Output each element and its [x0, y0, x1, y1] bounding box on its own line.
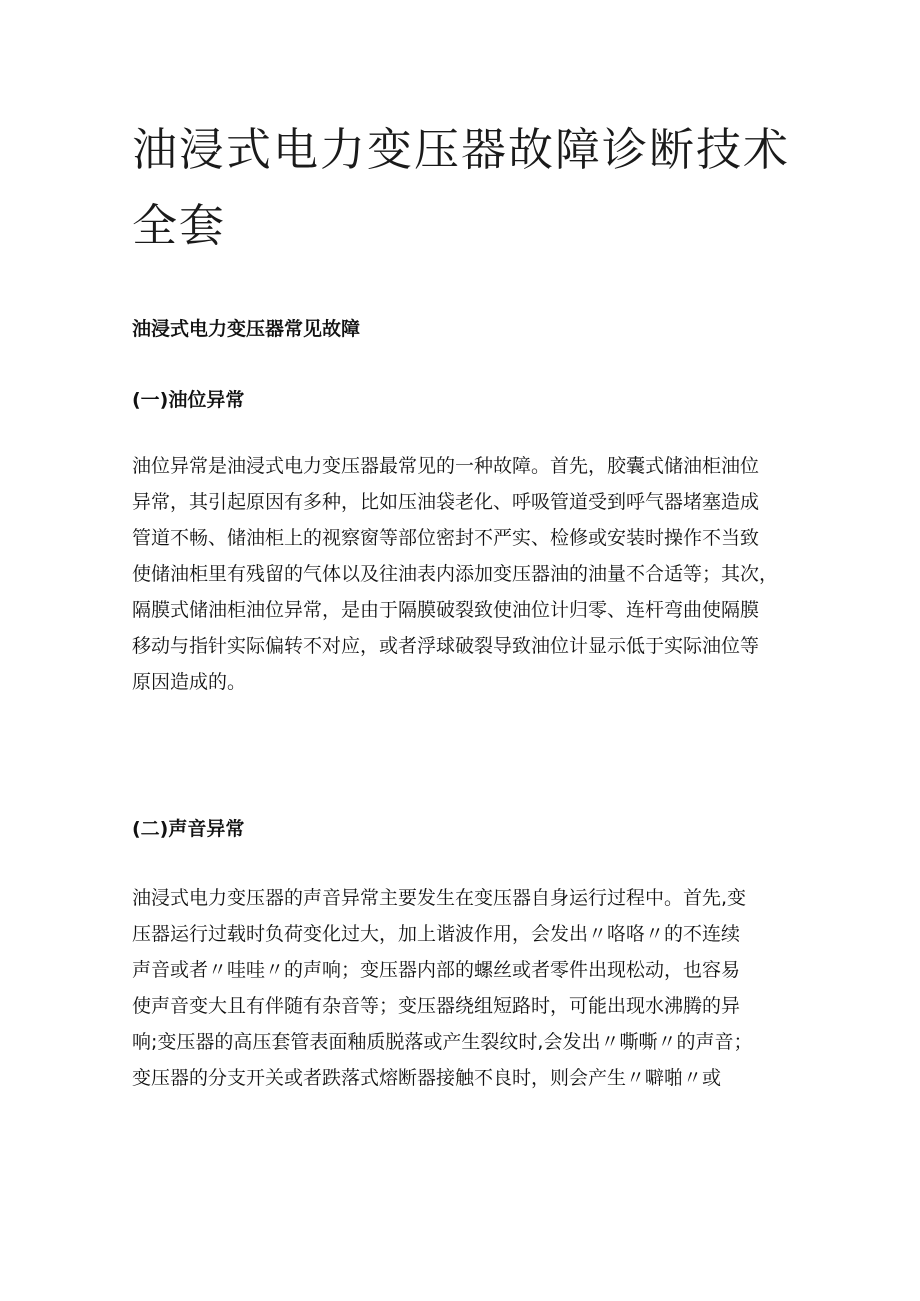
paragraph-sound: [132, 880, 822, 1096]
paragraph-line: 管道不畅、储油柜上的视察窗等部位密封不严实、检修或安装时操作不当致: [132, 527, 760, 549]
paragraph-line: 使声音变大且有伴随有杂音等；变压器绕组短路时，可能出现水沸腾的异: [132, 995, 741, 1017]
paragraph-line: 油位异常是油浸式电力变压器最常见的一种故障。首先，胶囊式储油柜油位: [132, 455, 760, 477]
paragraph-line: 变压器的分支开关或者跌落式熔断器接触不良时，则会产生〃噼啪〃或: [132, 1067, 722, 1089]
section-title: 油浸式电力变压器常见故障: [132, 318, 361, 340]
paragraph-line: 声音或者〃哇哇〃的声响；变压器内部的螺丝或者零件出现松动，也容易: [132, 959, 741, 981]
document-title: 油浸式电力变压器故障诊断技术全套: [132, 123, 791, 252]
paragraph-line: 压器运行过载时负荷变化过大，加上谐波作用，会发出〃咯咯〃的不连续: [132, 923, 741, 945]
subsection-heading-sound: (二)声音异常: [132, 818, 245, 840]
paragraph-line: 响;变压器的高压套管表面釉质脱落或产生裂纹时,会发出〃嘶嘶〃的声音；: [132, 1031, 753, 1053]
paragraph-line: 油浸式电力变压器的声音异常主要发生在变压器自身运行过程中。首先,变: [132, 887, 747, 909]
paragraph-line: 原因造成的。: [132, 671, 247, 693]
paragraph-line: 异常，其引起原因有多种，比如压油袋老化、呼吸管道受到呼气器堵塞造成: [132, 491, 760, 513]
paragraph-oil-level: [132, 448, 822, 700]
paragraph-line: 移动与指针实际偏转不对应，或者浮球破裂导致油位计显示低于实际油位等: [132, 635, 760, 657]
paragraph-line: 隔膜式储油柜油位异常，是由于隔膜破裂致使油位计归零、连杆弯曲使隔膜: [132, 599, 760, 621]
subsection-heading-oil-level: (一)油位异常: [132, 389, 245, 411]
paragraph-line: 使储油柜里有残留的气体以及往油表内添加变压器油的油量不合适等；其次，: [132, 563, 779, 585]
